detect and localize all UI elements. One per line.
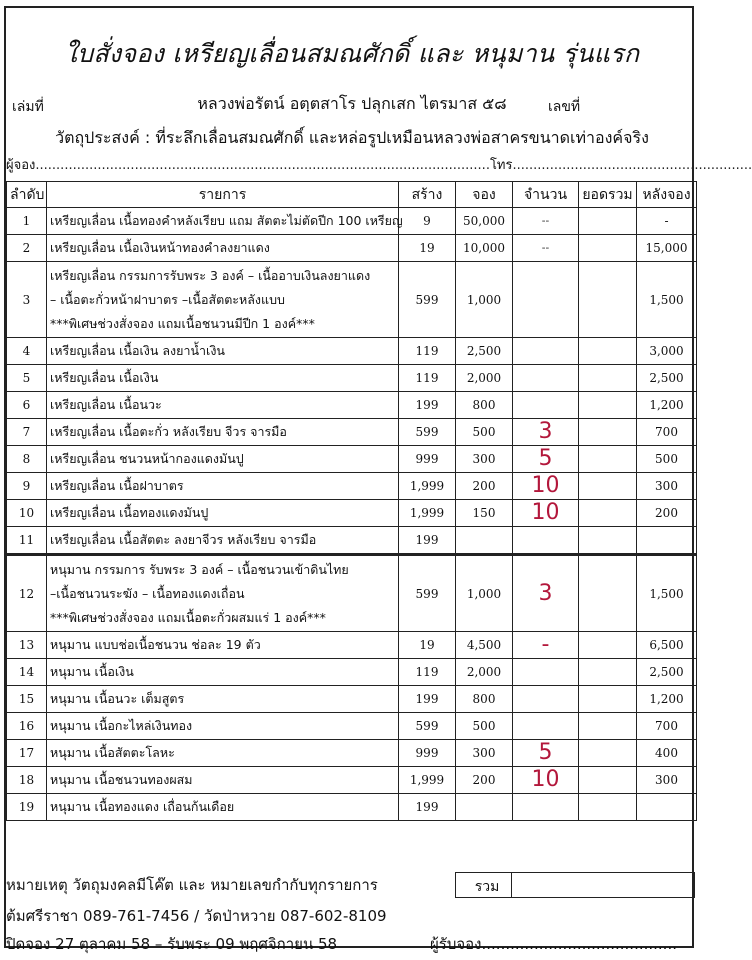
total-cell[interactable] [579,659,637,686]
row-number: 13 [7,632,47,659]
form-subtitle: หลวงพ่อรัตน์ อตฺตสาโร ปลุกเสก ไตรมาส ๕๘ [197,94,507,113]
quantity-cell[interactable] [513,659,579,686]
row-number: 6 [7,392,47,419]
receiver-field[interactable]: ......................................... [481,935,677,953]
build-count: 599 [399,262,456,338]
closing-dates: ปิดจอง 27 ตุลาคม 58 – รับพระ 09 พฤศจิกายน 58 [6,935,338,953]
after-price: 1,200 [637,686,697,713]
after-price: 15,000 [637,235,697,262]
item-name: หนุมาน เนื้อชนวนทองผสม [47,767,399,794]
quantity-cell[interactable] [513,338,579,365]
table-row [7,473,697,500]
table-row [7,767,697,794]
build-count: 19 [399,632,456,659]
total-cell[interactable] [579,740,637,767]
table-row [7,500,697,527]
item-name: เหรียญเลื่อน เนื้อฝาบาตร [47,473,399,500]
reserve-price: 300 [456,740,513,767]
after-price [637,527,697,555]
quantity-cell[interactable]: - [513,632,579,659]
row-number: 10 [7,500,47,527]
item-name: เหรียญเลื่อน เนื้อทองแดงมันปู [47,500,399,527]
build-count: 119 [399,659,456,686]
item-name-line: –เนื้อชนวนระฆัง – เนื้อทองแดงเถื่อน [50,586,245,601]
after-price: - [637,208,697,235]
sum-label: รวม [474,879,500,895]
build-count: 199 [399,527,456,555]
table-row [7,659,697,686]
col-header-no: ลำดับ [7,182,47,208]
item-name: เหรียญเลื่อน เนื้อเงินหน้าทองคำลงยาแดง [47,235,399,262]
orderer-line[interactable] [6,154,752,175]
build-count: 1,999 [399,473,456,500]
row-number: 12 [7,555,47,632]
row-number: 11 [7,527,47,555]
quantity-cell[interactable]: 3 [513,555,579,632]
build-count: 9 [399,208,456,235]
table-row [7,555,697,632]
reserve-price: 500 [456,419,513,446]
table-row [7,686,697,713]
reserve-price: 2,000 [456,365,513,392]
build-count: 199 [399,686,456,713]
after-price: 1,200 [637,392,697,419]
quantity-cell[interactable]: -- [513,235,579,262]
after-price: 700 [637,419,697,446]
table-row [7,740,697,767]
quantity-cell[interactable] [513,686,579,713]
row-number: 9 [7,473,47,500]
item-name: เหรียญเลื่อน ชนวนหน้ากองแดงมันปู [47,446,399,473]
contact-phones: ต้มศรีราชา 089-761-7456 / วัดป่าหวาย 087-602-8109 [6,907,387,925]
total-cell[interactable] [579,555,637,632]
after-price: 700 [637,713,697,740]
total-cell[interactable] [579,262,637,338]
col-header-reserve: จอง [456,182,513,208]
quantity-cell[interactable]: -- [513,208,579,235]
total-cell[interactable] [579,446,637,473]
reserve-price: 2,000 [456,659,513,686]
reserve-price: 1,000 [456,555,513,632]
after-price: 500 [637,446,697,473]
after-price: 200 [637,500,697,527]
reserve-price: 1,000 [456,262,513,338]
total-cell[interactable] [579,632,637,659]
remark-note: หมายเหตุ วัตถุมงคลมีโค๊ต และ หมายเลขกำกับทุกรายการ [6,876,378,894]
reserve-price: 200 [456,473,513,500]
item-name-line: – เนื้อตะกั่วหน้าฝาบาตร –เนื้อสัตตะหลังแบบ [50,292,285,307]
quantity-cell[interactable] [513,713,579,740]
table-row [7,338,697,365]
table-row [7,446,697,473]
total-cell[interactable] [579,794,637,821]
row-number: 14 [7,659,47,686]
item-name: หนุมาน เนื้อนวะ เต็มสูตร [47,686,399,713]
item-name: เหรียญเลื่อน เนื้อนวะ [47,392,399,419]
build-count: 199 [399,392,456,419]
total-cell[interactable] [579,473,637,500]
after-price: 300 [637,473,697,500]
quantity-cell[interactable]: 10 [513,500,579,527]
build-count: 999 [399,446,456,473]
total-cell[interactable] [579,500,637,527]
table-row [7,419,697,446]
quantity-cell[interactable] [513,262,579,338]
item-name: หนุมาน แบบช่อเนื้อชนวน ช่อละ 19 ตัว [47,632,399,659]
item-name: เหรียญเลื่อน เนื้อเงิน ลงยาน้ำเงิน [47,338,399,365]
reserve-price: 50,000 [456,208,513,235]
build-count: 599 [399,419,456,446]
form-title: ใบสั่งจอง เหรียญเลื่อนสมณศักดิ์ และ หนุมาน รุ่นแรก [64,39,640,68]
orderer-field[interactable]: .............................................................................................................. [35,158,490,173]
item-name: เหรียญเลื่อน เนื้อสัตตะ ลงยาจีวร หลังเรียบ จารมือ [47,527,399,555]
table-row [7,713,697,740]
after-price: 6,500 [637,632,697,659]
row-number: 3 [7,262,47,338]
total-cell[interactable] [579,338,637,365]
quantity-cell[interactable]: 3 [513,419,579,446]
row-number: 2 [7,235,47,262]
reserve-price: 150 [456,500,513,527]
item-name-line: เหรียญเลื่อน กรรมการรับพระ 3 องค์ – เนื้ออาบเงินลงยาแดง [50,268,371,283]
table-row [7,262,697,338]
item-name-line: หนุมาน กรรมการ รับพระ 3 องค์ – เนื้อชนวนเข้าดินไทย [50,562,349,577]
table-row [7,794,697,821]
phone-field[interactable]: .......................................................... [512,158,752,173]
after-price: 3,000 [637,338,697,365]
after-price: 2,500 [637,365,697,392]
item-name [47,262,399,338]
quantity-cell[interactable] [513,527,579,555]
item-name-line: ***พิเศษช่วงสั่งจอง แถมเนื้อชนวนมีปีก 1 องค์*** [50,316,315,331]
build-count: 119 [399,365,456,392]
total-cell[interactable] [579,713,637,740]
row-number: 4 [7,338,47,365]
after-price: 300 [637,767,697,794]
item-name-line: ***พิเศษช่วงสั่งจอง แถมเนื้อตะกั่วผสมแร่ 1 องค์*** [50,610,326,625]
table-row [7,392,697,419]
item-name: หนุมาน เนื้อกะไหล่เงินทอง [47,713,399,740]
after-price: 1,500 [637,262,697,338]
item-name: เหรียญเลื่อน เนื้อเงิน [47,365,399,392]
reserve-price: 4,500 [456,632,513,659]
after-price: 400 [637,740,697,767]
table-row [7,632,697,659]
build-count: 999 [399,740,456,767]
items-table [6,181,697,821]
build-count: 19 [399,235,456,262]
table-row [7,208,697,235]
quantity-cell[interactable]: 10 [513,767,579,794]
build-count: 599 [399,713,456,740]
row-number: 1 [7,208,47,235]
item-name: เหรียญเลื่อน เนื้อตะกั่ว หลังเรียบ จีวร จารมือ [47,419,399,446]
total-cell[interactable] [579,365,637,392]
row-number: 19 [7,794,47,821]
row-number: 17 [7,740,47,767]
row-number: 15 [7,686,47,713]
build-count: 119 [399,338,456,365]
total-cell[interactable] [579,392,637,419]
build-count: 599 [399,555,456,632]
after-price [637,794,697,821]
quantity-cell[interactable] [513,365,579,392]
reserve-price [456,527,513,555]
item-name [47,555,399,632]
total-cell[interactable] [579,235,637,262]
form-purpose: วัตถุประสงค์ : ที่ระลึกเลื่อนสมณศักดิ์ และหล่อรูปเหมือนหลวงพ่อสาครขนาดเท่าองค์จริง [55,128,649,147]
receiver-label: ผู้รับจอง [430,935,482,953]
table-row [7,235,697,262]
item-name: หนุมาน เนื้อเงิน [47,659,399,686]
reserve-price: 200 [456,767,513,794]
book-number-label: เล่มที่ [12,99,44,115]
row-number: 18 [7,767,47,794]
col-header-item: รายการ [47,182,399,208]
reserve-price [456,794,513,821]
table-row [7,365,697,392]
item-name: เหรียญเลื่อน เนื้อทองคำหลังเรียบ แถม สัตตะไม่ตัดปีก 100 เหรียญ [47,208,399,235]
build-count: 1,999 [399,767,456,794]
quantity-cell[interactable] [513,794,579,821]
orderer-label: ผู้จอง [6,158,36,173]
total-cell[interactable] [579,208,637,235]
col-header-after: หลังจอง [637,182,697,208]
table-row [7,527,697,555]
total-cell[interactable] [579,767,637,794]
reserve-price: 2,500 [456,338,513,365]
row-number: 7 [7,419,47,446]
phone-label: โทร [489,158,513,173]
reserve-price: 300 [456,446,513,473]
total-cell[interactable] [579,686,637,713]
reserve-price: 10,000 [456,235,513,262]
item-name: หนุมาน เนื้อทองแดง เถื่อนก้นเดือย [47,794,399,821]
quantity-cell[interactable]: 5 [513,446,579,473]
total-cell[interactable] [579,527,637,555]
quantity-cell[interactable]: 5 [513,740,579,767]
item-name: หนุมาน เนื้อสัตตะโลหะ [47,740,399,767]
row-number: 5 [7,365,47,392]
receiver-line[interactable] [430,932,677,956]
quantity-cell[interactable]: 10 [513,473,579,500]
col-header-build: สร้าง [399,182,456,208]
build-count: 199 [399,794,456,821]
reserve-price: 800 [456,686,513,713]
row-number: 16 [7,713,47,740]
col-header-qty: จำนวน [513,182,579,208]
reserve-price: 800 [456,392,513,419]
total-cell[interactable] [579,419,637,446]
table-header-row [7,182,697,208]
col-header-total: ยอดรวม [579,182,637,208]
after-price: 2,500 [637,659,697,686]
after-price: 1,500 [637,555,697,632]
reserve-price: 500 [456,713,513,740]
form-number-label: เลขที่ [548,99,581,115]
row-number: 8 [7,446,47,473]
build-count: 1,999 [399,500,456,527]
quantity-cell[interactable] [513,392,579,419]
